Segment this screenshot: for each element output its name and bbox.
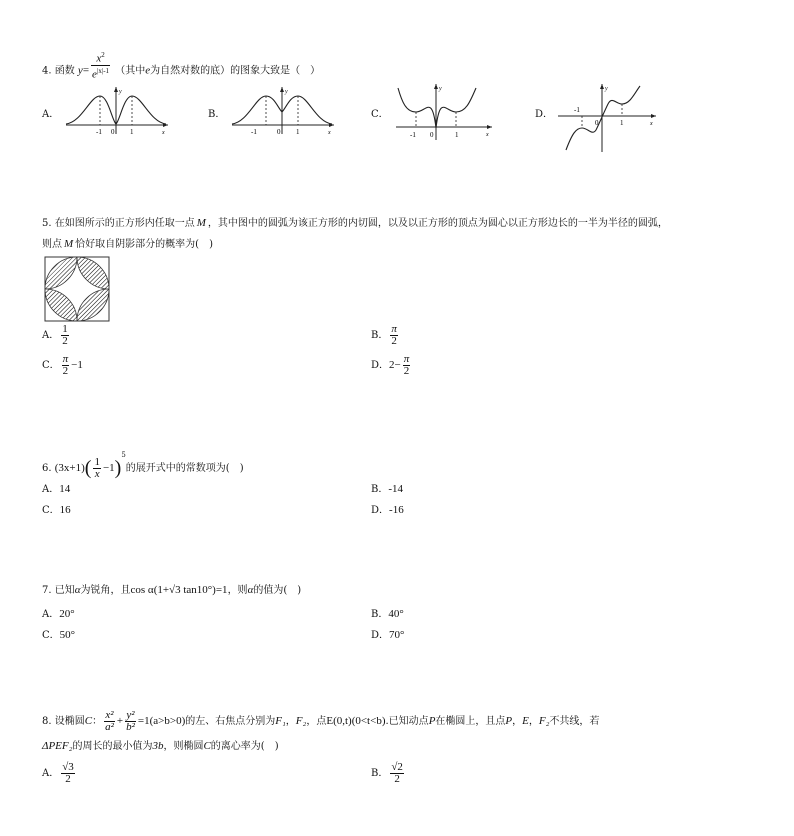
q8-frac2 xyxy=(125,710,136,733)
q8-opt-b-den: 2 xyxy=(394,773,400,785)
q5-option-d xyxy=(371,354,412,377)
q8-opt-a-den: 2 xyxy=(65,773,71,785)
q8-line2-a: 的周长的最小值为 xyxy=(72,741,153,752)
q5-opt-b-den: 2 xyxy=(391,335,397,347)
q8-triangle: ΔPEF₂ xyxy=(42,740,73,752)
q7-t1: 已知 xyxy=(54,585,75,596)
q5-stem-line2 xyxy=(42,237,213,252)
q6-opt-d-value: -16 xyxy=(389,504,404,516)
q7-opt-c-value: 50° xyxy=(59,629,76,641)
q5-opt-a-frac xyxy=(61,324,69,347)
q7-t4: 的值为( ) xyxy=(253,585,302,596)
q8-line2-d: 的离心率为( ) xyxy=(210,741,279,752)
q5-option-a xyxy=(42,324,71,347)
q4-c-tick-0: 0 xyxy=(430,131,434,139)
q4-func-eq: = xyxy=(82,64,90,77)
q8-line2-c: C xyxy=(203,740,211,752)
q8-t3: ，点 xyxy=(306,716,327,727)
q6-option-b xyxy=(371,482,403,497)
q4-b-tick-0: 0 xyxy=(277,128,281,136)
q5-opt-c-frac xyxy=(62,354,70,377)
q4-option-a-graph xyxy=(62,84,172,136)
q7-opt-d-label: D． xyxy=(371,630,390,641)
q8-plus: + xyxy=(116,715,124,727)
q4-c-axis-x: x xyxy=(486,132,489,138)
q8-p2: P xyxy=(505,715,513,727)
q4-frac-num-sup: 2 xyxy=(101,51,105,59)
q5-opt-d-num: π xyxy=(403,353,410,365)
q8-sep2: ， xyxy=(528,716,539,727)
q6-opt-a-label: A． xyxy=(42,484,60,495)
q4-d-tick-neg1: -1 xyxy=(574,106,580,114)
q8-eq-tail: =1(a>b>0) xyxy=(137,715,186,727)
q4-d-tick-1: 1 xyxy=(620,119,624,127)
q5-line1b: ，其中图中的圆弧为该正方形的内切圆，以及以正方形的顶点为圆心以正方形边长的一半为半径的圆弧， xyxy=(207,218,668,229)
q4-option-b-label: B． xyxy=(208,109,226,120)
q7-alpha: α xyxy=(74,584,81,596)
q7-opt-b-value: 40° xyxy=(388,608,404,620)
q8-opt-b-num: √2 xyxy=(391,761,403,773)
q5-option-b xyxy=(371,324,400,347)
q5-line1a: 在如图所示的正方形内任取一点 xyxy=(54,218,195,229)
q4-func-y: y xyxy=(77,64,83,77)
q8-e: E xyxy=(522,715,529,727)
q5-opt-a-den: 2 xyxy=(62,335,68,347)
q4-note-rest: 为自然对数的底）的图象大致是（ ） xyxy=(150,65,321,77)
q8-opt-b-label: B． xyxy=(371,768,389,779)
q5-number: 5. xyxy=(42,218,52,229)
q4-c-axis-y: y xyxy=(439,86,442,92)
q5-opt-d-head: 2− xyxy=(389,359,401,371)
q7-option-a xyxy=(42,607,75,622)
q8-point-e: E(0,t)(0<t<b) xyxy=(326,715,386,727)
q5-stem-line1 xyxy=(42,216,668,231)
q5-line2b: 恰好取自阴影部分的概率为( ) xyxy=(75,239,213,250)
q8-p: P xyxy=(428,715,436,727)
q5-var-m: M xyxy=(196,217,206,229)
q6-paren-close: ) xyxy=(114,457,122,479)
q6-number: 6. xyxy=(42,463,52,474)
q7-stem xyxy=(42,583,301,598)
q6-expr-b: −1 xyxy=(102,462,115,474)
q4-frac-den: e xyxy=(92,68,97,81)
q7-opt-c-label: C． xyxy=(42,630,60,641)
q8-colon: ： xyxy=(92,716,103,727)
q5-opt-b-frac xyxy=(390,324,398,347)
q6-frac-den: x xyxy=(94,468,100,480)
q8-opt-a-num: √3 xyxy=(62,761,74,773)
q8-number: 8. xyxy=(42,716,52,727)
q4-note-e: e xyxy=(145,64,151,77)
q4-fraction xyxy=(91,50,110,80)
q7-opt-a-value: 20° xyxy=(59,608,75,620)
q4-option-c-label: C． xyxy=(371,109,389,120)
q8-stem-line2 xyxy=(42,739,279,754)
q4-option-d-label: D． xyxy=(535,109,554,120)
q6-opt-d-label: D． xyxy=(371,505,390,516)
q8-t1: 设椭圆 xyxy=(54,716,85,727)
q6-stem xyxy=(42,448,244,480)
q7-t2: 为锐角，且 xyxy=(80,585,131,596)
q4-c-tick-neg1: -1 xyxy=(410,131,416,139)
q4-option-b-graph xyxy=(228,84,338,136)
q8-opt-a-label: A． xyxy=(42,768,60,779)
q4-b-axis-x: x xyxy=(328,130,331,136)
q7-opt-d-value: 70° xyxy=(389,629,405,641)
q8-comma: ， xyxy=(285,716,296,727)
q5-opt-b-num: π xyxy=(391,323,397,335)
q8-f1: F₁ xyxy=(275,715,286,727)
q5-opt-d-label: D． xyxy=(371,360,390,371)
q4-prefix: 函数 xyxy=(54,65,75,77)
q6-text: 的展开式中的常数项为( ) xyxy=(125,463,244,474)
q7-t3: ，则 xyxy=(227,585,248,596)
q8-frac2-num: y² xyxy=(126,709,135,721)
q8-option-a xyxy=(42,762,77,785)
q4-stem xyxy=(42,50,320,80)
q8-stem-line1 xyxy=(42,710,599,733)
q5-opt-c-den: 2 xyxy=(62,365,69,377)
q4-b-axis-y: y xyxy=(285,89,288,95)
q4-a-axis-y: y xyxy=(119,89,122,95)
q5-var-m-2: M xyxy=(64,238,74,250)
q4-note-open: （其中 xyxy=(115,65,146,77)
q7-opt-a-label: A． xyxy=(42,609,60,620)
q7-option-c xyxy=(42,628,75,643)
q8-sep1: ， xyxy=(512,716,523,727)
q8-frac1-num: x² xyxy=(105,709,114,721)
q7-equation: cos α(1+√3 tan10°)=1 xyxy=(130,584,228,596)
q7-option-b xyxy=(371,607,404,622)
q4-d-axis-x: x xyxy=(650,121,653,127)
q8-opt-a-frac xyxy=(61,762,75,785)
q8-frac1-den: a² xyxy=(105,721,114,733)
q4-number: 4. xyxy=(42,65,52,77)
q7-opt-b-label: B． xyxy=(371,609,389,620)
q6-power: 5 xyxy=(121,451,126,459)
q5-opt-d-frac xyxy=(403,354,411,377)
q4-d-tick-0: 0 xyxy=(595,119,599,127)
q8-option-b xyxy=(371,762,406,785)
q6-expr-a: (3x+1) xyxy=(54,462,85,474)
q5-opt-c-num: π xyxy=(62,353,69,365)
q4-a-tick-0: 0 xyxy=(111,128,115,136)
q4-frac-num: x xyxy=(96,52,102,65)
q4-d-axis-y: y xyxy=(605,86,608,92)
q4-frac-den-sup: |x|-1 xyxy=(96,66,110,75)
q4-a-axis-x: x xyxy=(162,130,165,136)
q8-f2b: F₂ xyxy=(538,715,550,727)
q6-opt-b-value: -14 xyxy=(388,483,404,495)
q6-opt-c-value: 16 xyxy=(59,504,71,516)
q5-opt-b-label: B． xyxy=(371,330,389,341)
q4-option-d-graph xyxy=(556,82,660,154)
q6-option-a xyxy=(42,482,70,497)
q4-option-c-graph xyxy=(392,82,496,142)
q4-b-tick-1: 1 xyxy=(296,128,300,136)
q8-c: C xyxy=(84,715,93,727)
q4-option-a-label: A． xyxy=(42,109,60,120)
q8-frac1 xyxy=(104,710,115,733)
q8-opt-b-frac xyxy=(390,762,404,785)
q4-a-tick-1: 1 xyxy=(130,128,134,136)
q8-t2: 的左、右焦点分别为 xyxy=(185,716,276,727)
q6-frac-num: 1 xyxy=(94,456,100,468)
q8-line2-b: ，则椭圆 xyxy=(163,741,204,752)
q6-opt-c-label: C． xyxy=(42,505,60,516)
q8-t5: 在椭圆上，且点 xyxy=(435,716,506,727)
q7-option-d xyxy=(371,628,404,643)
q6-frac xyxy=(93,457,101,480)
q6-option-d xyxy=(371,503,404,518)
q5-opt-a-num: 1 xyxy=(62,323,68,335)
q5-line2a: 则点 xyxy=(42,239,62,250)
q6-opt-a-value: 14 xyxy=(59,483,71,495)
q4-b-tick-neg1: -1 xyxy=(251,128,257,136)
q8-frac2-den: b² xyxy=(126,721,135,733)
q8-t4: .已知动点 xyxy=(385,716,429,727)
q8-line2-val: 3b xyxy=(152,740,164,752)
q7-number: 7. xyxy=(42,585,52,596)
q6-paren-open: ( xyxy=(84,457,92,479)
q8-f2: F₂ xyxy=(295,715,307,727)
q5-figure xyxy=(44,256,110,322)
q5-opt-c-label: C． xyxy=(42,360,60,371)
q6-option-c xyxy=(42,503,71,518)
q4-a-tick-neg1: -1 xyxy=(96,128,102,136)
q7-alpha-2: α xyxy=(247,584,254,596)
q5-opt-d-den: 2 xyxy=(403,365,410,377)
q4-c-tick-1: 1 xyxy=(455,131,459,139)
q8-t6: 不共线，若 xyxy=(549,716,600,727)
q6-opt-b-label: B． xyxy=(371,484,389,495)
q5-opt-c-tail: −1 xyxy=(71,359,83,371)
q5-option-c xyxy=(42,354,83,377)
q5-opt-a-label: A． xyxy=(42,330,60,341)
